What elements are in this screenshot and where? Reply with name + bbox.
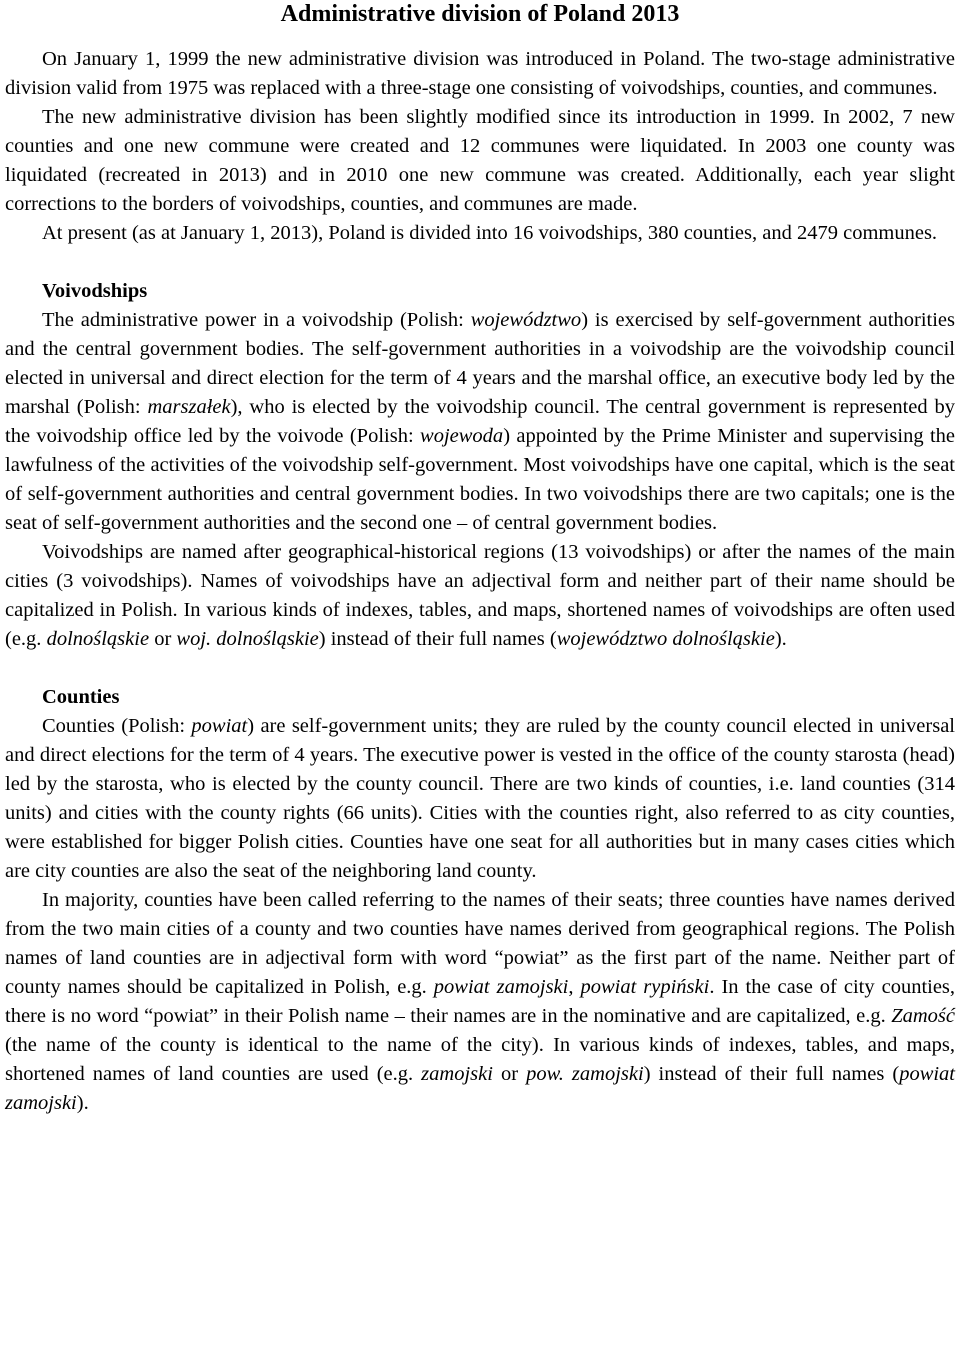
polish-term: woj. dolnośląskie <box>176 628 319 650</box>
text-run: . In the case of city counties, there is no word “powiat” in their Polish name – their names are in the nominative and are capitalized, e.g. <box>5 976 956 1027</box>
text-run: ) instead of their full names ( <box>643 1063 900 1085</box>
voivodships-paragraph-1 <box>5 306 955 538</box>
text-run: Counties (Polish: <box>42 715 192 737</box>
text-run: or <box>149 628 177 650</box>
text-run: ) appointed by the Prime Minister and supervising the lawfulness of the activities of the voivodship self-government. Most voivodships have one capital, which is the seat of self-government authorities and central government bodies. In two voivodships there are two capitals; one is the seat of self-government authorities and the second one – of central government bodies. <box>5 425 956 534</box>
text-run: or <box>492 1063 527 1085</box>
spacer <box>5 248 955 277</box>
counties-paragraph-1 <box>5 712 955 886</box>
text-run: The administrative power in a voivodship (Polish: <box>42 309 471 331</box>
text-run: ). <box>774 628 787 650</box>
voivodships-paragraph-2 <box>5 538 955 654</box>
counties-paragraph-2 <box>5 886 955 1118</box>
text-run: Voivodships are named after geographical-historical regions (13 voivodships) or after the names of the main cities (3 voivodships). Names of voivodships have an adjectival form and neither part of their name should be capitalized in Polish. In various kinds of indexes, tables, and maps, shortened names of voivodships are often used (e.g. <box>5 541 955 650</box>
text-run: ) instead of their full names ( <box>318 628 557 650</box>
polish-term: powiat zamojski <box>433 976 569 998</box>
polish-term: zamojski <box>421 1063 493 1085</box>
intro-paragraph-1: On January 1, 1999 the new administrative division was introduced in Poland. The two-stage administrative division valid from 1975 was replaced with a three-stage one consisting of voivodships, counties, and communes. <box>5 48 955 99</box>
polish-term: dolnośląskie <box>46 628 150 650</box>
polish-term: wojewoda <box>420 425 504 447</box>
intro-paragraph-3: At present (as at January 1, 2013), Poland is divided into 16 voivodships, 380 counties, and 2479 communes. <box>42 222 938 244</box>
polish-term: pow. zamojski <box>526 1063 644 1085</box>
polish-term: marszałek <box>147 396 231 418</box>
polish-term: Zamość <box>891 1005 955 1027</box>
text-run: , <box>568 976 581 998</box>
section-heading-voivodships: Voivodships <box>42 280 148 302</box>
polish-term: województwo dolnośląskie <box>556 628 775 650</box>
spacer <box>5 654 955 683</box>
spacer <box>5 30 955 45</box>
text-run: ). <box>76 1092 89 1114</box>
polish-term: powiat <box>191 715 248 737</box>
text-run: ) is exercised by self-government authorities and the central government bodies. The self-government authorities in a voivodship are the voivodship council elected in universal and direct election for the term of 4 years and the marshal office, an executive body led by the marshal (Polish: <box>5 309 955 418</box>
intro-paragraph-2: The new administrative division has been slightly modified since its introduction in 1999. In 2002, 7 new counties and one new commune were created and 12 communes were liquidated. In 2003 one county was liquidated (recreated in 2013) and in 2010 one new commune was created. Additionally, each year slight corrections to the borders of voivodships, counties, and communes are made. <box>5 106 955 215</box>
polish-term: powiat rypiński <box>580 976 710 998</box>
text-run: (the name of the county is identical to the name of the city). In various kinds of indexes, tables, and maps, shortened names of land counties are used (e.g. <box>5 1034 955 1085</box>
text-run: ) are self-government units; they are ruled by the county council elected in universal and direct elections for the term of 4 years. The executive power is vested in the office of the county starosta (head) led by the starosta, who is elected by the county council. There are two kinds of counties, i.e. land counties (314 units) and cities with the county rights (66 units). Cities with the counties right, also referred to as city counties, were established for bigger Polish cities. Counties have one seat for all authorities but in many cases cities which are city counties are also the seat of the neighboring land county. <box>5 715 956 882</box>
document-title: Administrative division of Poland 2013 <box>280 1 680 27</box>
polish-term: województwo <box>470 309 582 331</box>
text-run: ), who is elected by the voivodship council. The central government is represented by the voivodship office led by the voivode (Polish: <box>5 396 955 447</box>
polish-term: powiat zamojski <box>5 1063 956 1114</box>
section-heading-counties: Counties <box>42 686 120 708</box>
text-run: In majority, counties have been called referring to the names of their seats; three counties have names derived from the two main cities of a county and two counties have names derived from geographical regions. The Polish names of land counties are in adjectival form with word “powiat” as the first part of the name. Neither part of county names should be capitalized in Polish, e.g. <box>5 889 955 998</box>
